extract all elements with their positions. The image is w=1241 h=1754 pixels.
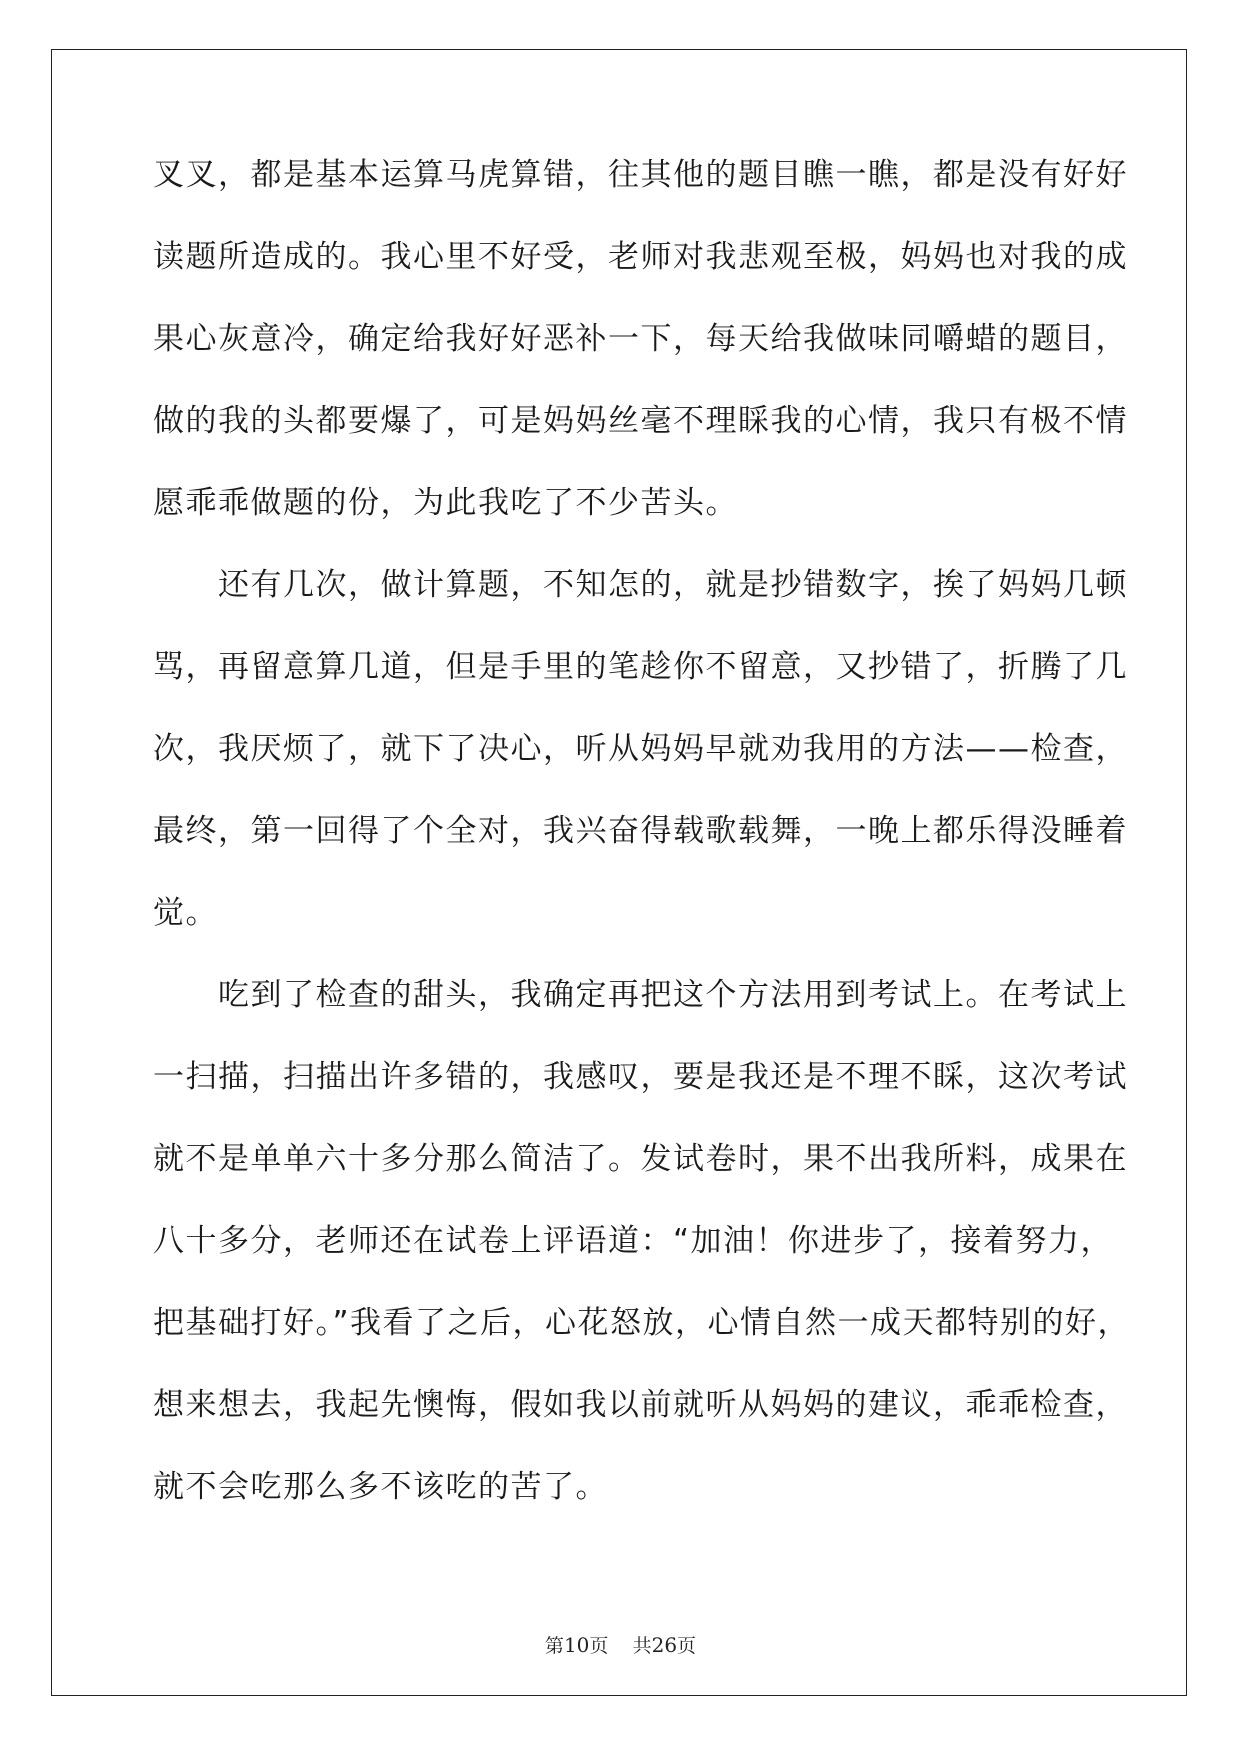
text-line: 叉叉，都是基本运算马虎算错，往其他的题目瞧一瞧，都是没有好好 — [153, 157, 1128, 193]
text-line: 做的我的头都要爆了，可是妈妈丝毫不理睬我的心情，我只有极不情 — [153, 403, 1128, 439]
footer-gap — [608, 1635, 632, 1657]
text-line: 还有几次，做计算题，不知怎的，就是抄错数字，挨了妈妈几顿 — [153, 567, 1128, 603]
text-line: 最终，第一回得了个全对，我兴奋得载歌载舞，一晚上都乐得没睡着 — [153, 813, 1128, 849]
page-prefix: 第 — [544, 1635, 564, 1657]
text-line: 一扫描，扫描出许多错的，我感叹，要是我还是不理不睬，这次考试 — [153, 1059, 1128, 1095]
text-line: 觉。 — [153, 895, 218, 931]
total-suffix: 页 — [677, 1635, 697, 1657]
page-footer — [0, 1631, 1241, 1658]
text-line: 想来想去，我起先懊悔，假如我以前就听从妈妈的建议，乖乖检查， — [153, 1387, 1128, 1423]
total-prefix: 共 — [632, 1635, 652, 1657]
text-line: 吃到了检查的甜头，我确定再把这个方法用到考试上。在考试上 — [153, 977, 1128, 1013]
text-line: 愿乖乖做题的份，为此我吃了不少苦头。 — [153, 485, 738, 521]
total-pages: 26 — [651, 1633, 678, 1657]
text-line: 就不是单单六十多分那么简洁了。发试卷时，果不出我所料，成果在 — [153, 1141, 1128, 1177]
text-line: 把基础打好。”我看了之后，心花怒放，心情自然一成天都特别的好， — [153, 1305, 1131, 1341]
text-line: 就不会吃那么多不该吃的苦了。 — [153, 1469, 608, 1505]
page-number: 10 — [563, 1633, 590, 1657]
text-line: 八十多分，老师还在试卷上评语道：“加油！你进步了，接着努力， — [153, 1223, 1114, 1259]
text-line: 果心灰意冷，确定给我好好恶补一下，每天给我做味同嚼蜡的题目， — [153, 321, 1128, 357]
page-suffix: 页 — [589, 1635, 609, 1657]
text-line: 骂，再留意算几道，但是手里的笔趁你不留意，又抄错了，折腾了几 — [153, 649, 1128, 685]
text-line: 读题所造成的。我心里不好受，老师对我悲观至极，妈妈也对我的成 — [153, 239, 1128, 275]
text-line: 次，我厌烦了，就下了决心，听从妈妈早就劝我用的方法——检查， — [153, 731, 1128, 767]
document-body — [153, 157, 1131, 1554]
